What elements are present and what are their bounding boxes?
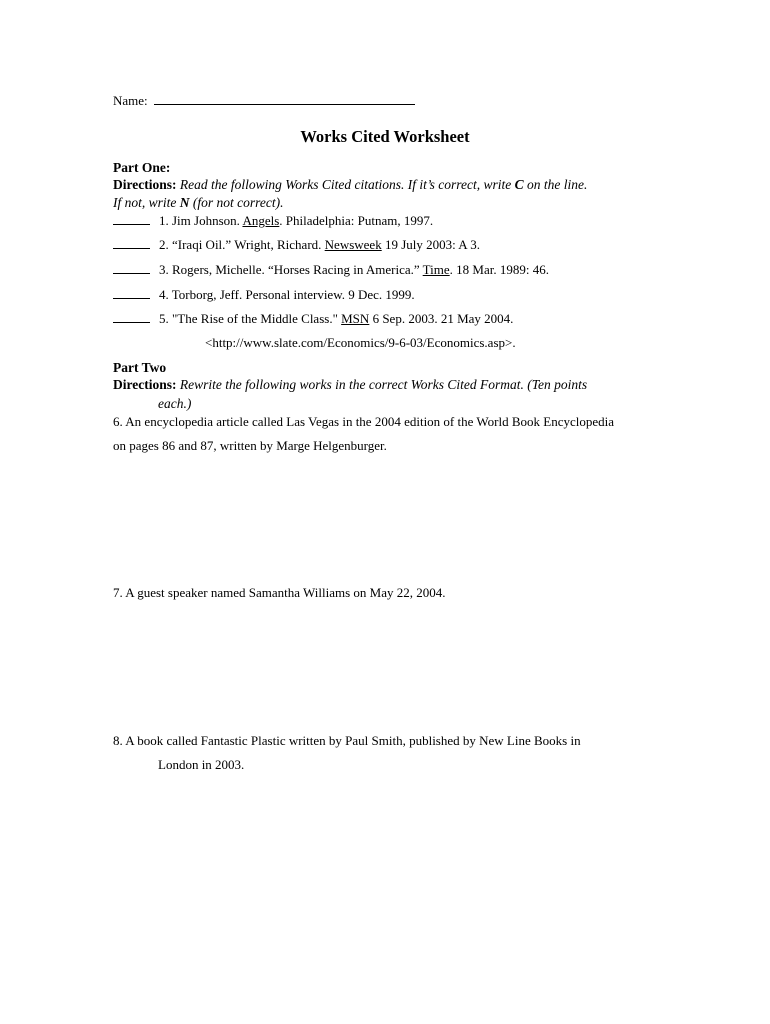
item-text-end: . Philadelphia: Putnam, 1997. (279, 213, 434, 228)
item-text: “Iraqi Oil.” Wright, Richard. (172, 237, 322, 252)
item-text-end: 6 Sep. 2003. 21 May 2004. (372, 311, 514, 326)
citation-item (113, 213, 433, 229)
item-number: 5. (159, 311, 169, 326)
answer-blank[interactable] (113, 288, 150, 299)
name-label: Name: (113, 93, 148, 108)
directions-line2-b: (for not correct). (192, 195, 284, 210)
item-text-end: 19 July 2003: A 3. (384, 237, 480, 252)
item-title: Time (422, 262, 450, 277)
item-title: Angels (242, 213, 280, 228)
citation-item (113, 262, 549, 278)
part-two-directions (113, 377, 587, 393)
name-line (113, 93, 415, 109)
citation-item (113, 311, 513, 327)
directions-c: C (514, 177, 524, 192)
part-one-heading: Part One: (113, 160, 171, 175)
part-one-directions-line2 (113, 195, 283, 211)
answer-blank[interactable] (113, 214, 150, 225)
question-6-line2: on pages 86 and 87, written by Marge Helgenburger. (113, 438, 387, 453)
item-text: Rogers, Michelle. “Horses Racing in America.” (172, 262, 420, 277)
item-title: Newsweek (324, 237, 382, 252)
part-two-directions-cont: each.) (158, 396, 192, 411)
item-text: Jim Johnson. (172, 213, 240, 228)
item-text: "The Rise of the Middle Class." (172, 311, 338, 326)
item-text-end: . 18 Mar. 1989: 46. (449, 262, 549, 277)
item-number: 1. (159, 213, 169, 228)
question-6-line1: 6. An encyclopedia article called Las Vegas in the 2004 edition of the World Book Encyclopedia (113, 414, 614, 429)
directions-line2-a: If not, write (113, 195, 177, 210)
question-8-line1: 8. A book called Fantastic Plastic written by Paul Smith, published by New Line Books in (113, 733, 581, 748)
item-number: 3. (159, 262, 169, 277)
part-two-heading: Part Two (113, 360, 167, 375)
item-number: 2. (159, 237, 169, 252)
item-number: 4. (159, 287, 169, 302)
page-title: Works Cited Worksheet (300, 127, 470, 146)
name-blank (154, 93, 415, 105)
citation-item (113, 237, 480, 253)
item5-url: <http://www.slate.com/Economics/9-6-03/Economics.asp>. (205, 335, 516, 350)
item-title: MSN (341, 311, 370, 326)
directions-label: Directions: (113, 177, 177, 192)
question-8-line2: London in 2003. (158, 757, 245, 772)
question-7: 7. A guest speaker named Samantha Williams on May 22, 2004. (113, 585, 446, 600)
item-text: Torborg, Jeff. Personal interview. 9 Dec. 1999. (171, 287, 415, 302)
answer-blank[interactable] (113, 312, 150, 323)
directions-n: N (179, 195, 190, 210)
answer-blank[interactable] (113, 238, 150, 249)
directions-text: Rewrite the following works in the correct Works Cited Format. (Ten points (179, 377, 588, 392)
citation-item (113, 287, 415, 303)
part-one-directions (113, 177, 587, 193)
directions-label: Directions: (113, 377, 177, 392)
directions-text-end: on the line. (527, 177, 588, 192)
answer-blank[interactable] (113, 263, 150, 274)
directions-text: Read the following Works Cited citations. If it’s correct, write (179, 177, 512, 192)
